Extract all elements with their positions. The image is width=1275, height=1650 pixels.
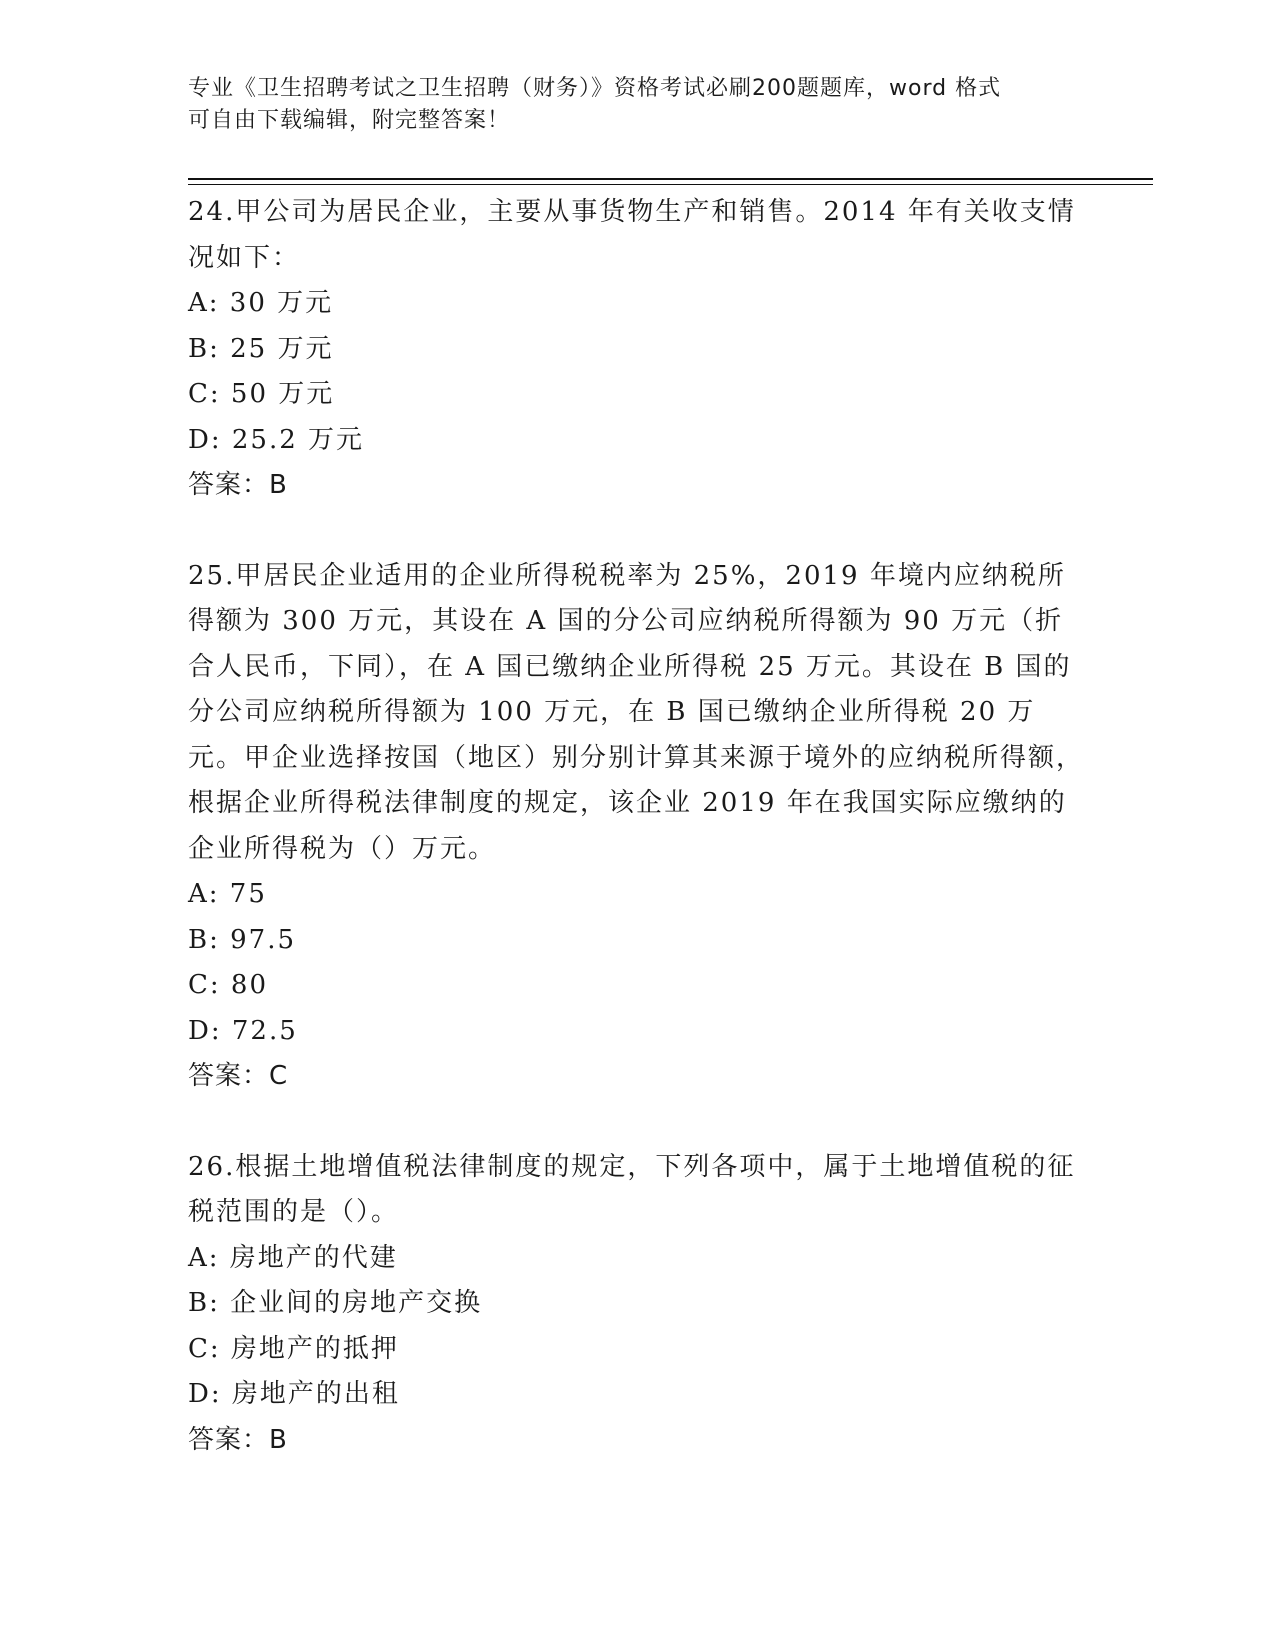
- option-b: B: 97.5: [188, 924, 297, 955]
- answer-label: 答案：B: [188, 470, 288, 500]
- document-header: [188, 73, 1088, 137]
- question-25: [188, 554, 1088, 1100]
- header-line-1: 专业《卫生招聘考试之卫生招聘（财务）》资格考试必刷200题题库，word 格式: [188, 76, 1002, 101]
- option-a: A: 75: [188, 879, 267, 909]
- question-24: [188, 190, 1088, 509]
- question-26: [188, 1145, 1088, 1464]
- answer-label: 答案：B: [188, 1424, 288, 1455]
- option-c: C: 80: [188, 970, 269, 1000]
- question-stem: 26.根据土地增值税法律制度的规定，下列各项中，属于土地增值税的征税范围的是（）。: [188, 1151, 1076, 1227]
- header-divider-thick: [188, 178, 1153, 180]
- option-a: A: 房地产的代建: [188, 1242, 398, 1273]
- question-stem: 25.甲居民企业适用的企业所得税税率为 25%，2019 年境内应纳税所得额为 300 万元，其设在 A 国的分公司应纳税所得额为 90 万元（折合人民币，下同），在 A 国已缴纳企业所得税 25 万元。其设在 B 国的分公司应纳税所得额为 100 万元，在 B 国已缴纳企业所得税 20 万元。甲企业选择按国（地区）别分别计算其来源于境外的应纳税所得额，根据企业所得税法律制度的规定，该企业 2019 年在我国实际应缴纳的企业所得税为（）万元。: [188, 560, 1085, 864]
- answer-label: 答案：C: [188, 1061, 289, 1091]
- option-d: D: 72.5: [188, 1015, 298, 1046]
- option-b: B: 25 万元: [188, 333, 334, 364]
- option-d: D: 房地产的出租: [188, 1379, 400, 1409]
- option-b: B: 企业间的房地产交换: [188, 1288, 483, 1318]
- header-line-2: 可自由下载编辑，附完整答案！: [188, 108, 511, 133]
- option-a: A: 30 万元: [188, 288, 334, 318]
- header-divider-thin: [188, 184, 1153, 185]
- option-d: D: 25.2 万元: [188, 424, 365, 455]
- option-c: C: 50 万元: [188, 379, 335, 409]
- question-stem: 24.甲公司为居民企业，主要从事货物生产和销售。2014 年有关收支情况如下：: [188, 197, 1076, 273]
- option-c: C: 房地产的抵押: [188, 1333, 399, 1364]
- question-list: [188, 190, 1088, 1508]
